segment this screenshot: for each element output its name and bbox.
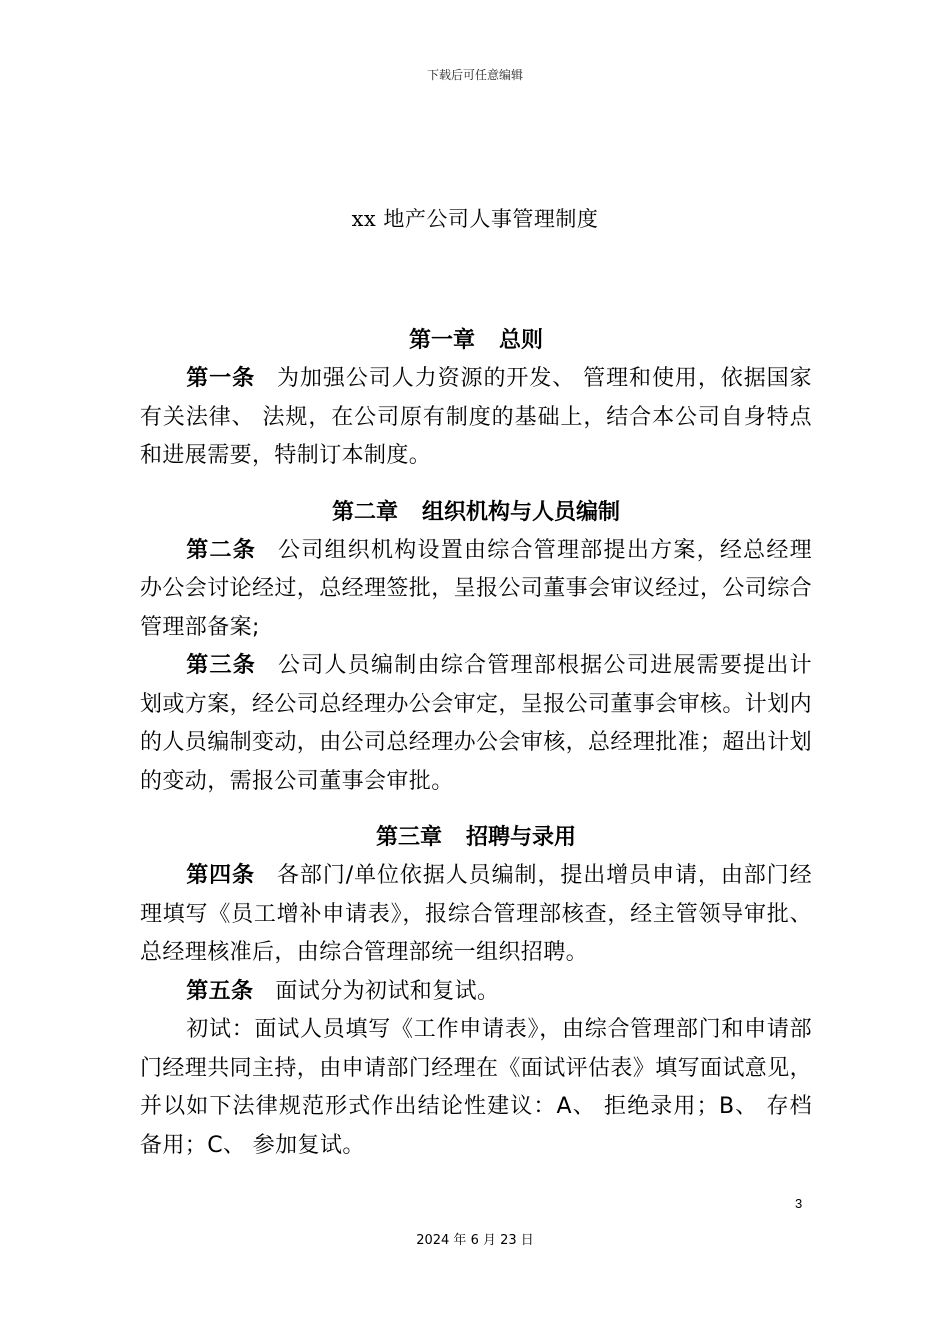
- article-label: 第五条: [186, 978, 254, 1004]
- chapter-number: 第二章: [331, 499, 398, 525]
- article-label: 第一条: [186, 366, 256, 391]
- body-paragraph: [140, 1011, 812, 1165]
- article-label: 第四条: [186, 863, 255, 888]
- chapter-number: 第一章: [408, 328, 475, 353]
- chapter-heading: [140, 322, 812, 360]
- article-label: 第二条: [186, 537, 256, 563]
- header-note: 下载后可任意编辑: [426, 68, 523, 82]
- chapter-name: 招聘与录用: [466, 825, 577, 850]
- article-paragraph: [140, 647, 812, 801]
- page-number: 3: [795, 1196, 803, 1211]
- chapter-name: 总则: [499, 328, 544, 353]
- document-title: xx 地产公司人事管理制度: [351, 207, 599, 231]
- article-text: 面试分为初试和复试。: [275, 978, 500, 1004]
- article-label: 第三条: [186, 653, 256, 678]
- article-paragraph: [140, 360, 812, 476]
- article-paragraph: [140, 857, 812, 973]
- article-text: 为加强公司人力资源的开发、 管理和使用，依据国家有关法律、 法规，在公司原有制度的基础上，结合本公司自身特点和进展需要，特制订本制度。: [140, 366, 812, 468]
- document-body: [140, 322, 812, 1165]
- article-text: 公司组织机构设置由综合管理部提出方案，经总经理办公会讨论经过，总经理签批，呈报公司董事会审议经过，公司综合管理部备案;: [140, 537, 813, 640]
- chapter-heading: [140, 494, 812, 532]
- paragraph-text: 初试：面试人员填写《工作申请表》，由综合管理部门和申请部门经理共同主持，由申请部门经理在《面试评估表》填写面试意见，并以如下法律规范形式作出结论性建议：A、 拒绝录用；B、 存档备用；C、 参加复试。: [140, 1017, 813, 1158]
- article-text: 公司人员编制由综合管理部根据公司进展需要提出计划或方案，经公司总经理办公会审定，呈报公司董事会审核。计划内的人员编制变动，由公司总经理办公会审核，总经理批准；超出计划的变动，需报公司董事会审批。: [140, 653, 813, 794]
- article-paragraph: [140, 973, 812, 1012]
- chapter-heading: [140, 819, 812, 857]
- article-text: 各部门/单位依据人员编制，提出增员申请，由部门经理填写《员工增补申请表》，报综合管理部核查，经主管领导审批、 总经理核准后，由综合管理部统一组织招聘。: [140, 863, 813, 965]
- footer-date: 2024 年 6 月 23 日: [416, 1233, 534, 1248]
- chapter-name: 组织机构与人员编制: [422, 499, 621, 525]
- article-paragraph: [140, 532, 812, 648]
- chapter-number: 第三章: [375, 825, 442, 850]
